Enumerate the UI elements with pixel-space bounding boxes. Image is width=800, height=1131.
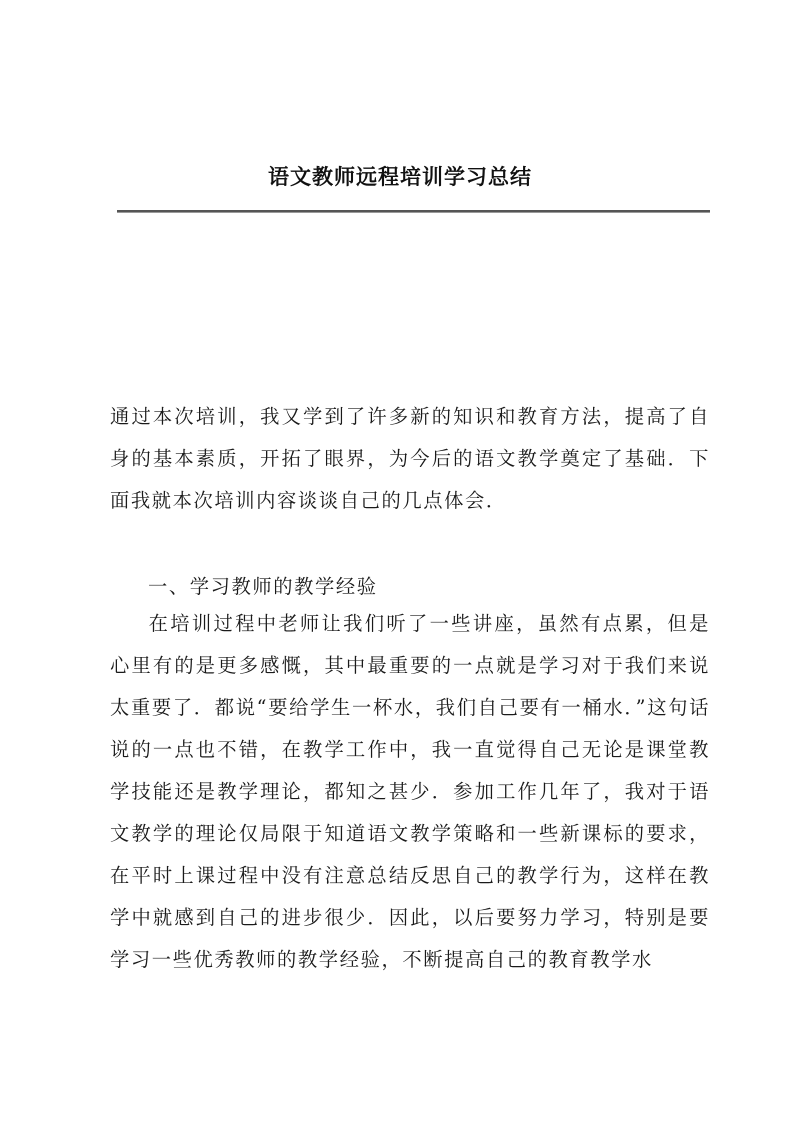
section-1-paragraph: 在培训过程中老师让我们听了一些讲座，虽然有点累，但是心里有的是更多感慨，其中最重要的一点就是学习对于我们来说太重要了．都说“要给学生一杯水，我们自己要有一桶水．”这句话说的一点也不错，在教学工作中，我一直觉得自己无论是课堂教学技能还是教学理论，都知之甚少．参加工作几年了，我对于语文教学的理论仅局限于知道语文教学策略和一些新课标的要求，在平时上课过程中没有注意总结反思自己的教学行为，这样在教学中就感到自己的进步很少．因此，以后要努力学习，特别是要学习一些优秀教师的教学经验，不断提高自己的教育教学水	[110, 612, 710, 971]
title-underline-divider	[117, 210, 710, 213]
section-1-heading: 一、学习教师的教学经验	[148, 575, 378, 598]
document-title: 语文教师远程培训学习总结	[268, 164, 532, 189]
intro-paragraph: 通过本次培训，我又学到了许多新的知识和教育方法，提高了自身的基本素质，开拓了眼界，为今后的语文教学奠定了基础．下面我就本次培训内容谈谈自己的几点体会．	[110, 405, 710, 512]
